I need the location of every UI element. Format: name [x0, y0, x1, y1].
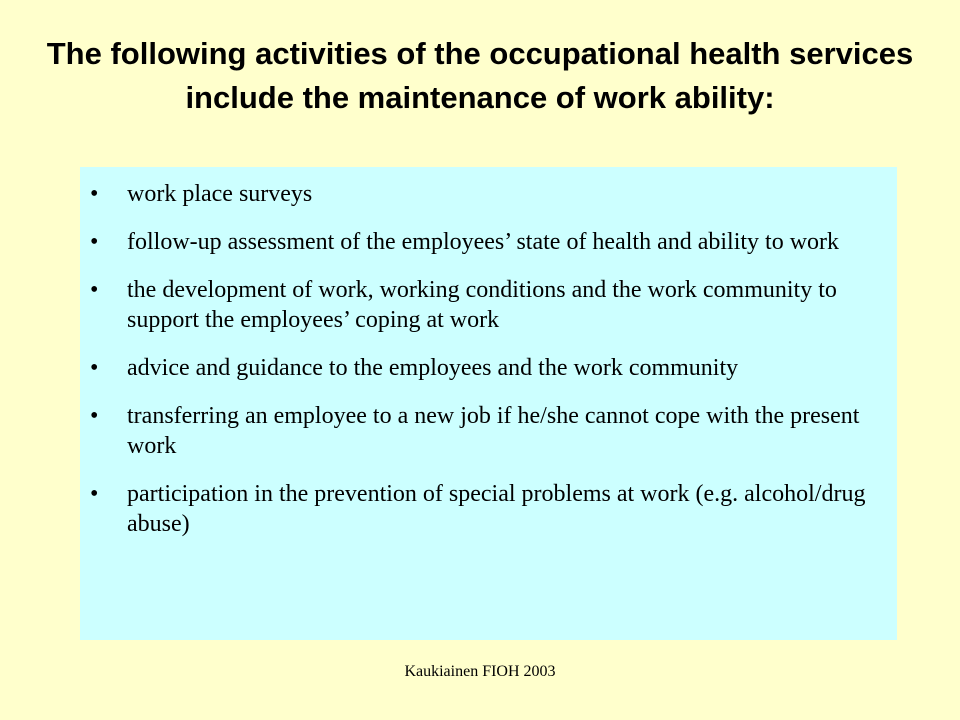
bullet-panel: [80, 167, 897, 640]
bullet-item-follow-up-assessment: • follow-up assessment of the employees’ state of health and ability to work: [80, 227, 887, 257]
bullet-item-transferring-employee: • transferring an employee to a new job if he/she cannot cope with the present work: [80, 401, 887, 461]
slide-title: The following activities of the occupational health services include the maintenance of work ability:: [46, 36, 914, 115]
bullet-item-prevention-participation: • participation in the prevention of special problems at work (e.g. alcohol/drug abuse): [80, 479, 887, 539]
bullet-item-development-of-work: • the development of work, working conditions and the work community to support the employees’ coping at work: [80, 275, 887, 335]
bullet-item-advice-and-guidance: • advice and guidance to the employees and the work community: [80, 353, 887, 383]
bullet-item-workplace-surveys: • work place surveys: [80, 179, 887, 209]
slide-footer: Kaukiainen FIOH 2003: [404, 663, 556, 680]
bullet-list: [80, 179, 887, 539]
